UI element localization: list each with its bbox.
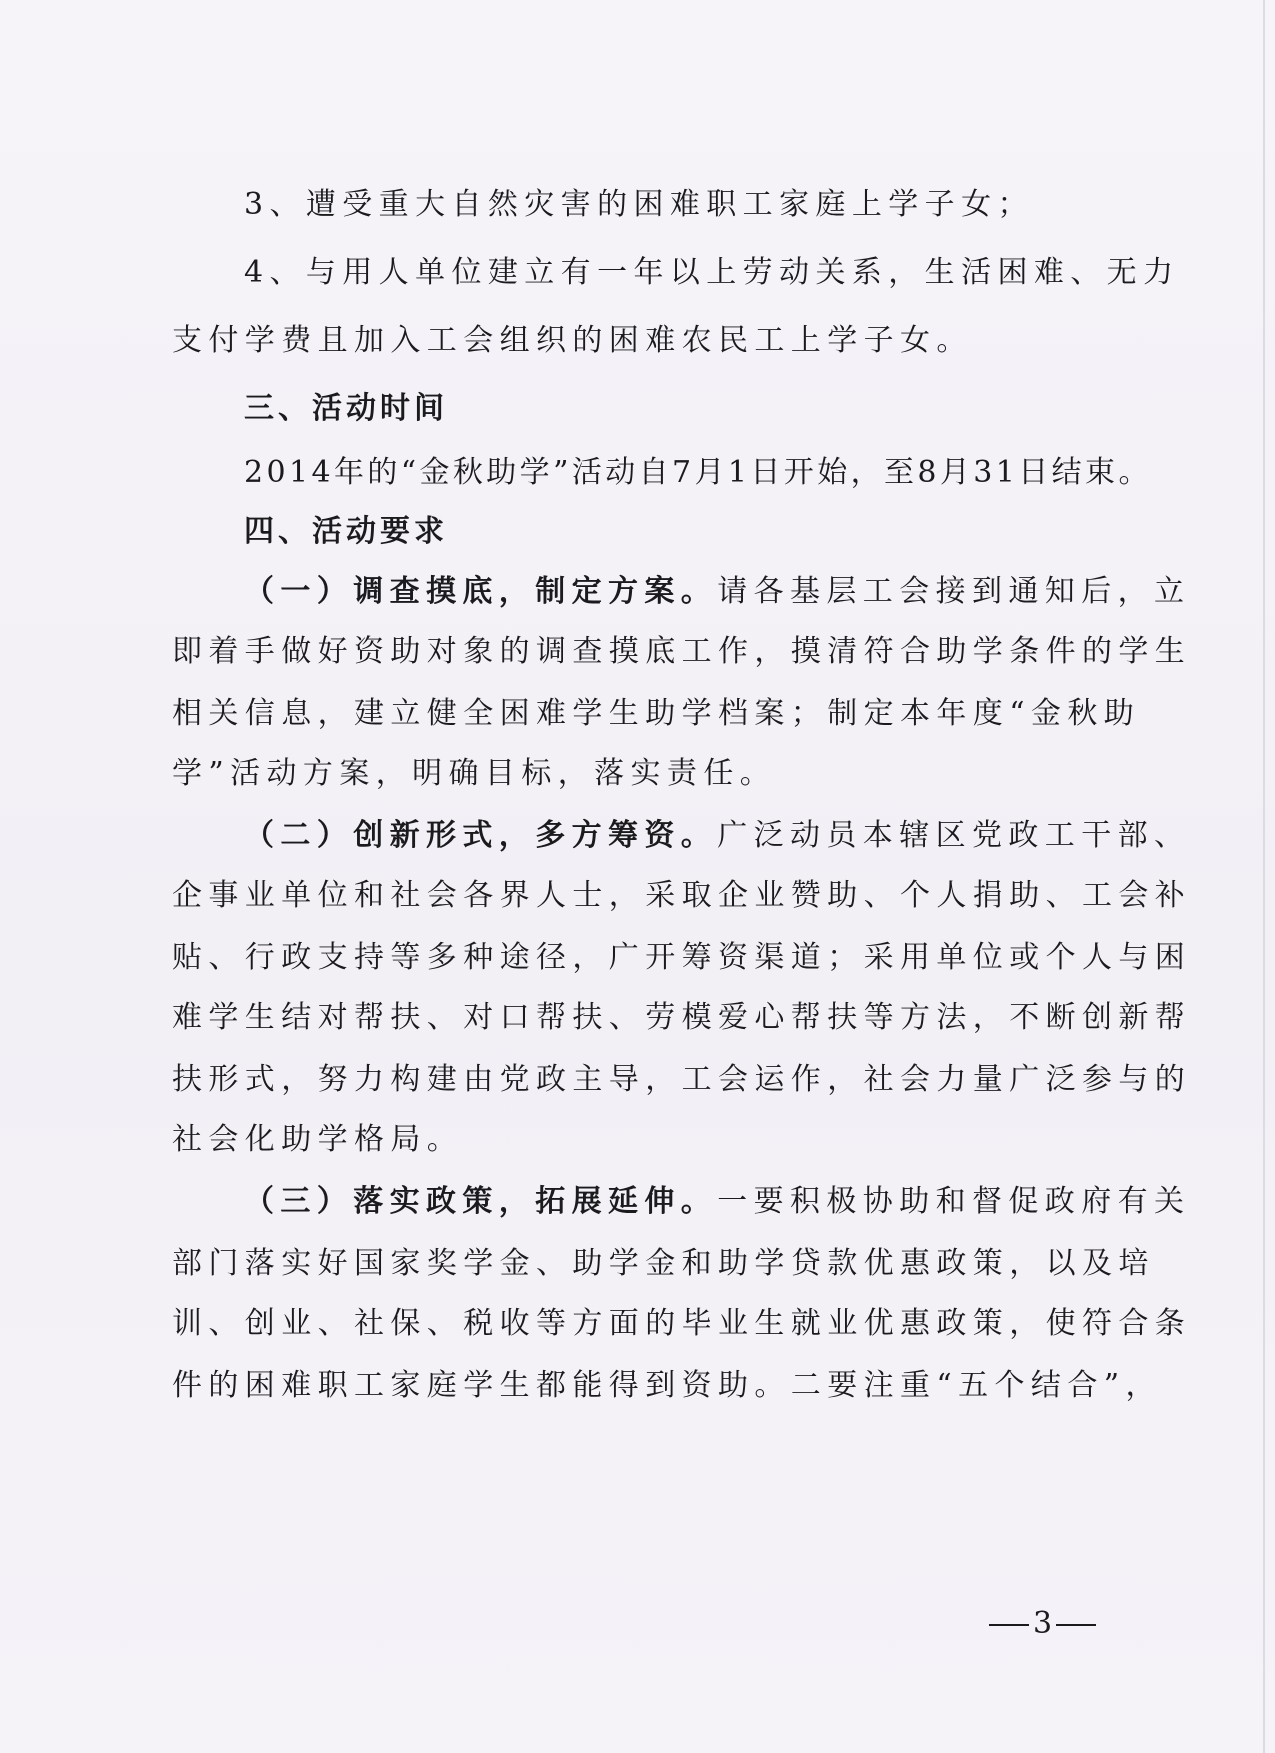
para-2-line-4: 难学生结对帮扶、对口帮扶、劳模爱心帮扶等方法，不断创新帮 xyxy=(172,1000,1192,1035)
para-1-heading: （一）调查摸底，制定方案。 xyxy=(244,574,718,609)
para-3-line-3: 训、创业、社保、税收等方面的毕业生就业优惠政策，使符合条 xyxy=(172,1306,1192,1341)
scan-edge xyxy=(1263,0,1265,1753)
para-2-heading: （二）创新形式，多方筹资。 xyxy=(244,818,718,853)
para-2-line-5: 扶形式，努力构建由党政主导，工会运作，社会力量广泛参与的 xyxy=(172,1062,1192,1097)
para-2-lead: 广泛动员本辖区党政工干部、 xyxy=(717,818,1191,853)
para-1-line-2: 即着手做好资助对象的调查摸底工作，摸清符合助学条件的学生 xyxy=(172,634,1192,669)
page-number-value: 3 xyxy=(1033,1606,1053,1641)
para-2-line-2: 企事业单位和社会各界人士，采取企业赞助、个人捐助、工会补 xyxy=(172,878,1192,913)
para-2-line-6: 社会化助学格局。 xyxy=(172,1122,464,1157)
section-heading-requirements: 四、活动要求 xyxy=(244,514,448,549)
para-2-line-1 xyxy=(244,816,1190,856)
item-3: 3、遭受重大自然灾害的困难职工家庭上学子女； xyxy=(244,187,1034,222)
para-3-lead: 一要积极协助和督促政府有关 xyxy=(717,1184,1191,1219)
item-4-line-1: 4、与用人单位建立有一年以上劳动关系，生活困难、无力 xyxy=(244,255,1180,290)
page-number xyxy=(985,1604,1100,1644)
item-4-line-2: 支付学费且加入工会组织的困难农民工上学子女。 xyxy=(172,323,973,358)
para-1-line-1 xyxy=(244,572,1190,612)
para-2-line-3: 贴、行政支持等多种途径，广开筹资渠道；采用单位或个人与困 xyxy=(172,940,1192,975)
para-3-line-2: 部门落实好国家奖学金、助学金和助学贷款优惠政策，以及培 xyxy=(172,1246,1155,1281)
page-number-left-dash xyxy=(989,1624,1029,1626)
para-3-line-1 xyxy=(244,1182,1190,1222)
para-1-line-3: 相关信息，建立健全困难学生助学档案；制定本年度“金秋助 xyxy=(172,696,1141,731)
page-number-right-dash xyxy=(1056,1624,1096,1626)
para-1-line-4: 学”活动方案，明确目标，落实责任。 xyxy=(172,756,777,791)
para-3-line-4: 件的困难职工家庭学生都能得到资助。二要注重“五个结合”， xyxy=(172,1368,1162,1403)
para-3-heading: （三）落实政策，拓展延伸。 xyxy=(244,1184,718,1219)
section-heading-activity-time: 三、活动时间 xyxy=(244,391,448,426)
activity-time-text: 2014年的“金秋助学”活动自7月1日开始，至8月31日结束。 xyxy=(244,455,1152,490)
para-1-lead: 请各基层工会接到通知后，立 xyxy=(717,574,1191,609)
